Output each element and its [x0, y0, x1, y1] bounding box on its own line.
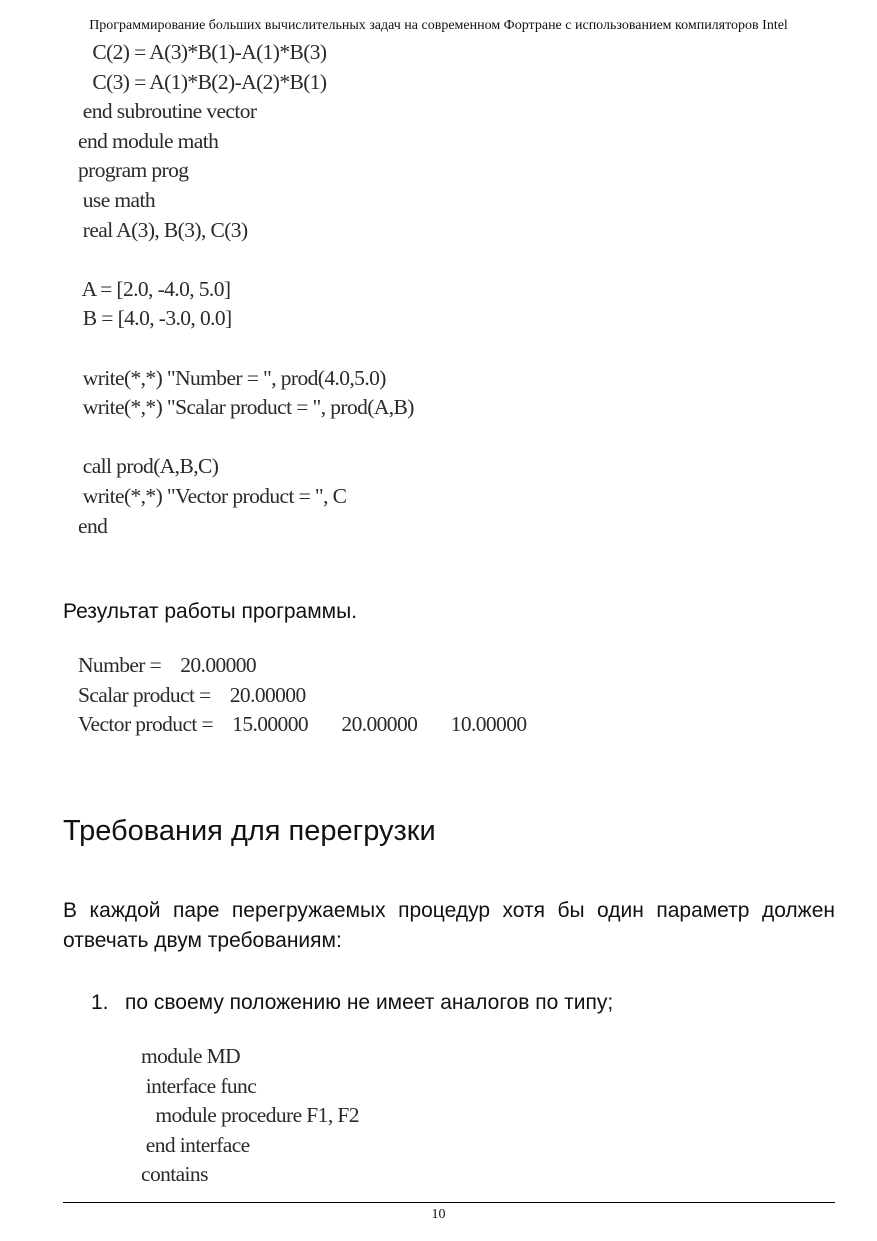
code-listing-module-md: module MD interface func module procedure F1, F2 end interface contains	[141, 1044, 359, 1187]
page-header: Программирование больших вычислительных задач на современном Фортране с использованием компиляторов Intel	[89, 18, 788, 33]
code-listing-prog: C(2) = A(3)*B(1)-A(1)*B(3) C(3) = A(1)*B(2)-A(2)*B(1) end subroutine vector end module math program prog use math real A(3), B(3), C(3) A = [2.0, -4.0, 5.0] B = [4.0, -3.0, 0.0] write(*,*) "Number = ", prod(4.0,5.0) write(*,*) "Scalar product = ", prod(A,B) call prod(A,B,C) write(*,*) "Vector product = ", C end	[78, 40, 414, 538]
footer-divider	[63, 1202, 835, 1203]
list-item-number: 1.	[91, 991, 109, 1014]
list-item-text: по своему положению не имеет аналогов по типу;	[125, 991, 614, 1014]
result-label: Результат работы программы.	[63, 600, 358, 623]
section-heading: Требования для перегрузки	[63, 815, 436, 847]
section-paragraph: В каждой паре перегружаемых процедур хотя бы один параметр должен отвечать двум требованиям:	[63, 899, 835, 952]
program-output: Number = 20.00000 Scalar product = 20.00000 Vector product = 15.00000 20.00000 10.00000	[78, 653, 527, 737]
page-number: 10	[431, 1207, 446, 1222]
